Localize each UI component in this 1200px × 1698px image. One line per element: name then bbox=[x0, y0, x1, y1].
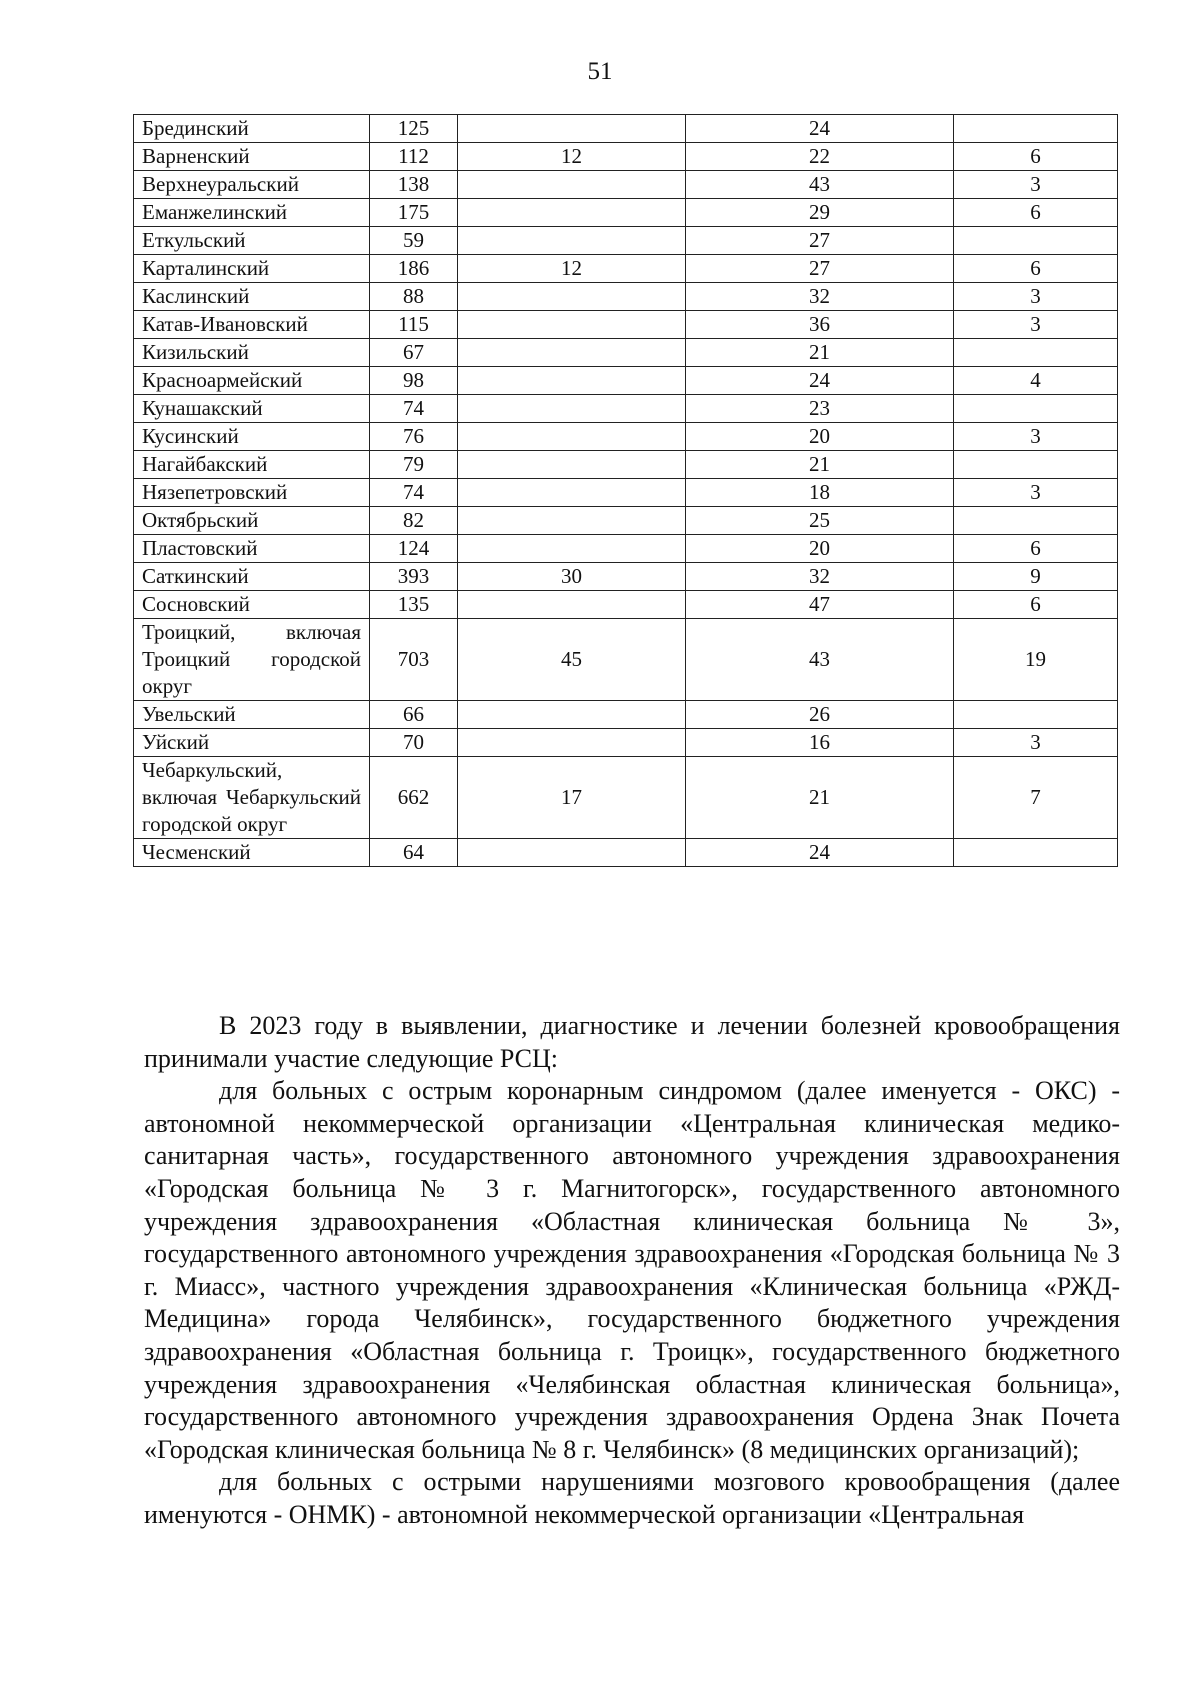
value-cell-col2 bbox=[458, 507, 686, 535]
district-name-cell: Увельский bbox=[134, 701, 370, 729]
value-cell-col3: 22 bbox=[686, 143, 954, 171]
table-row bbox=[134, 507, 1118, 535]
table-row bbox=[134, 227, 1118, 255]
value-cell-col1: 82 bbox=[370, 507, 458, 535]
value-cell-col1: 67 bbox=[370, 339, 458, 367]
value-cell-col2 bbox=[458, 451, 686, 479]
table-row bbox=[134, 339, 1118, 367]
value-cell-col2: 12 bbox=[458, 143, 686, 171]
value-cell-col1: 74 bbox=[370, 395, 458, 423]
table-row bbox=[134, 199, 1118, 227]
paragraph-oks: для больных с острым коронарным синдромом (далее именуется - ОКС) - автономной некоммерческой организации «Центральная клиническая медико-санитарная часть», государственного автономного учреждения здравоохранения «Городская больница № 3 г. Магнитогорск», государственного автономного учреждения здравоохранения «Областная клиническая больница № 3», государственного автономного учреждения здравоохранения «Городская больница № 3 г. Миасс», частного учреждения здравоохранения «Клиническая больница «РЖД-Медицина» города Челябинск», государственного бюджетного учреждения здравоохранения «Областная больница г. Троицк», государственного бюджетного учреждения здравоохранения «Челябинская областная клиническая больница», государственного автономного учреждения здравоохранения Ордена Знак Почета «Городская клиническая больница № 8 г. Челябинск» (8 медицинских организаций); bbox=[144, 1076, 1120, 1464]
table-row bbox=[134, 701, 1118, 729]
table-row bbox=[134, 535, 1118, 563]
table-row bbox=[134, 563, 1118, 591]
value-cell-col3: 21 bbox=[686, 339, 954, 367]
district-name-cell: Красноармейский bbox=[134, 367, 370, 395]
value-cell-col4: 6 bbox=[954, 535, 1118, 563]
value-cell-col4 bbox=[954, 227, 1118, 255]
value-cell-col1: 66 bbox=[370, 701, 458, 729]
value-cell-col1: 74 bbox=[370, 479, 458, 507]
value-cell-col3: 24 bbox=[686, 367, 954, 395]
value-cell-col1: 79 bbox=[370, 451, 458, 479]
value-cell-col2 bbox=[458, 591, 686, 619]
table-row bbox=[134, 283, 1118, 311]
value-cell-col4: 3 bbox=[954, 311, 1118, 339]
value-cell-col1: 175 bbox=[370, 199, 458, 227]
district-name-cell: Пластовский bbox=[134, 535, 370, 563]
value-cell-col4: 6 bbox=[954, 591, 1118, 619]
value-cell-col1: 393 bbox=[370, 563, 458, 591]
value-cell-col4 bbox=[954, 451, 1118, 479]
value-cell-col1: 70 bbox=[370, 729, 458, 757]
value-cell-col4 bbox=[954, 701, 1118, 729]
value-cell-col3: 29 bbox=[686, 199, 954, 227]
value-cell-col2 bbox=[458, 535, 686, 563]
district-name-cell: Каслинский bbox=[134, 283, 370, 311]
value-cell-col1: 186 bbox=[370, 255, 458, 283]
value-cell-col4: 9 bbox=[954, 563, 1118, 591]
page-number: 51 bbox=[587, 58, 613, 85]
value-cell-col4: 3 bbox=[954, 423, 1118, 451]
value-cell-col1: 115 bbox=[370, 311, 458, 339]
district-name-cell: Кизильский bbox=[134, 339, 370, 367]
value-cell-col4: 4 bbox=[954, 367, 1118, 395]
table-row bbox=[134, 115, 1118, 143]
value-cell-col4: 6 bbox=[954, 143, 1118, 171]
table-row bbox=[134, 143, 1118, 171]
value-cell-col2: 30 bbox=[458, 563, 686, 591]
value-cell-col3: 43 bbox=[686, 619, 954, 701]
value-cell-col1: 76 bbox=[370, 423, 458, 451]
district-name-cell: Саткинский bbox=[134, 563, 370, 591]
value-cell-col1: 59 bbox=[370, 227, 458, 255]
value-cell-col3: 24 bbox=[686, 115, 954, 143]
value-cell-col2 bbox=[458, 367, 686, 395]
value-cell-col2 bbox=[458, 199, 686, 227]
table-row bbox=[134, 591, 1118, 619]
district-name-cell: Брединский bbox=[134, 115, 370, 143]
district-name-cell: Чесменский bbox=[134, 839, 370, 867]
paragraph-intro: В 2023 году в выявлении, диагностике и лечении болезней кровообращения принимали участие следующие РСЦ: bbox=[144, 1011, 1120, 1073]
value-cell-col1: 88 bbox=[370, 283, 458, 311]
value-cell-col3: 47 bbox=[686, 591, 954, 619]
value-cell-col1: 64 bbox=[370, 839, 458, 867]
value-cell-col1: 124 bbox=[370, 535, 458, 563]
value-cell-col2 bbox=[458, 171, 686, 199]
value-cell-col2 bbox=[458, 227, 686, 255]
value-cell-col3: 23 bbox=[686, 395, 954, 423]
value-cell-col1: 703 bbox=[370, 619, 458, 701]
value-cell-col3: 36 bbox=[686, 311, 954, 339]
value-cell-col2 bbox=[458, 115, 686, 143]
value-cell-col3: 27 bbox=[686, 227, 954, 255]
table-row bbox=[134, 479, 1118, 507]
district-name-cell: Октябрьский bbox=[134, 507, 370, 535]
district-name-cell: Уйский bbox=[134, 729, 370, 757]
value-cell-col1: 135 bbox=[370, 591, 458, 619]
table-row bbox=[134, 619, 1118, 701]
statistics-table bbox=[133, 114, 1118, 867]
value-cell-col2 bbox=[458, 395, 686, 423]
value-cell-col2 bbox=[458, 423, 686, 451]
table-row bbox=[134, 311, 1118, 339]
value-cell-col4: 3 bbox=[954, 479, 1118, 507]
district-name-cell: Троицкий, включая Троицкий городской округ bbox=[134, 619, 370, 701]
value-cell-col2: 45 bbox=[458, 619, 686, 701]
table-row bbox=[134, 171, 1118, 199]
value-cell-col4: 7 bbox=[954, 757, 1118, 839]
value-cell-col2 bbox=[458, 311, 686, 339]
value-cell-col4: 3 bbox=[954, 729, 1118, 757]
district-name-cell: Кунашакский bbox=[134, 395, 370, 423]
table-row bbox=[134, 451, 1118, 479]
district-name-cell: Карталинский bbox=[134, 255, 370, 283]
value-cell-col3: 16 bbox=[686, 729, 954, 757]
district-name-cell: Кусинский bbox=[134, 423, 370, 451]
value-cell-col3: 32 bbox=[686, 283, 954, 311]
value-cell-col4: 6 bbox=[954, 199, 1118, 227]
value-cell-col4 bbox=[954, 507, 1118, 535]
value-cell-col3: 21 bbox=[686, 757, 954, 839]
value-cell-col4: 19 bbox=[954, 619, 1118, 701]
district-name-cell: Сосновский bbox=[134, 591, 370, 619]
table-row bbox=[134, 395, 1118, 423]
value-cell-col3: 18 bbox=[686, 479, 954, 507]
value-cell-col2 bbox=[458, 283, 686, 311]
value-cell-col4 bbox=[954, 839, 1118, 867]
value-cell-col1: 125 bbox=[370, 115, 458, 143]
value-cell-col2: 17 bbox=[458, 757, 686, 839]
value-cell-col1: 112 bbox=[370, 143, 458, 171]
table-row bbox=[134, 367, 1118, 395]
value-cell-col3: 20 bbox=[686, 535, 954, 563]
value-cell-col1: 662 bbox=[370, 757, 458, 839]
value-cell-col2 bbox=[458, 701, 686, 729]
value-cell-col3: 20 bbox=[686, 423, 954, 451]
district-name-cell: Верхнеуральский bbox=[134, 171, 370, 199]
value-cell-col3: 27 bbox=[686, 255, 954, 283]
table-body bbox=[134, 115, 1118, 867]
table-row bbox=[134, 255, 1118, 283]
value-cell-col2 bbox=[458, 479, 686, 507]
body-text bbox=[144, 1010, 1120, 1532]
district-name-cell: Варненский bbox=[134, 143, 370, 171]
value-cell-col4 bbox=[954, 339, 1118, 367]
district-name-cell: Катав-Ивановский bbox=[134, 311, 370, 339]
table-row bbox=[134, 757, 1118, 839]
value-cell-col3: 32 bbox=[686, 563, 954, 591]
value-cell-col4 bbox=[954, 395, 1118, 423]
district-name-cell: Еманжелинский bbox=[134, 199, 370, 227]
district-name-cell: Нязепетровский bbox=[134, 479, 370, 507]
value-cell-col3: 25 bbox=[686, 507, 954, 535]
district-name-cell: Чебаркульский, включая Чебаркульский городской округ bbox=[134, 757, 370, 839]
district-name-cell: Нагайбакский bbox=[134, 451, 370, 479]
district-name-cell: Еткульский bbox=[134, 227, 370, 255]
value-cell-col1: 98 bbox=[370, 367, 458, 395]
value-cell-col3: 26 bbox=[686, 701, 954, 729]
value-cell-col1: 138 bbox=[370, 171, 458, 199]
value-cell-col3: 21 bbox=[686, 451, 954, 479]
table-row bbox=[134, 729, 1118, 757]
value-cell-col4: 6 bbox=[954, 255, 1118, 283]
table-row bbox=[134, 839, 1118, 867]
value-cell-col4: 3 bbox=[954, 171, 1118, 199]
paragraph-onmk: для больных с острыми нарушениями мозгового кровообращения (далее именуются - ОНМК) - автономной некоммерческой организации «Центральная bbox=[144, 1467, 1120, 1529]
value-cell-col4 bbox=[954, 115, 1118, 143]
value-cell-col2 bbox=[458, 729, 686, 757]
value-cell-col3: 24 bbox=[686, 839, 954, 867]
value-cell-col2 bbox=[458, 839, 686, 867]
value-cell-col4: 3 bbox=[954, 283, 1118, 311]
value-cell-col3: 43 bbox=[686, 171, 954, 199]
value-cell-col2 bbox=[458, 339, 686, 367]
value-cell-col2: 12 bbox=[458, 255, 686, 283]
table-row bbox=[134, 423, 1118, 451]
